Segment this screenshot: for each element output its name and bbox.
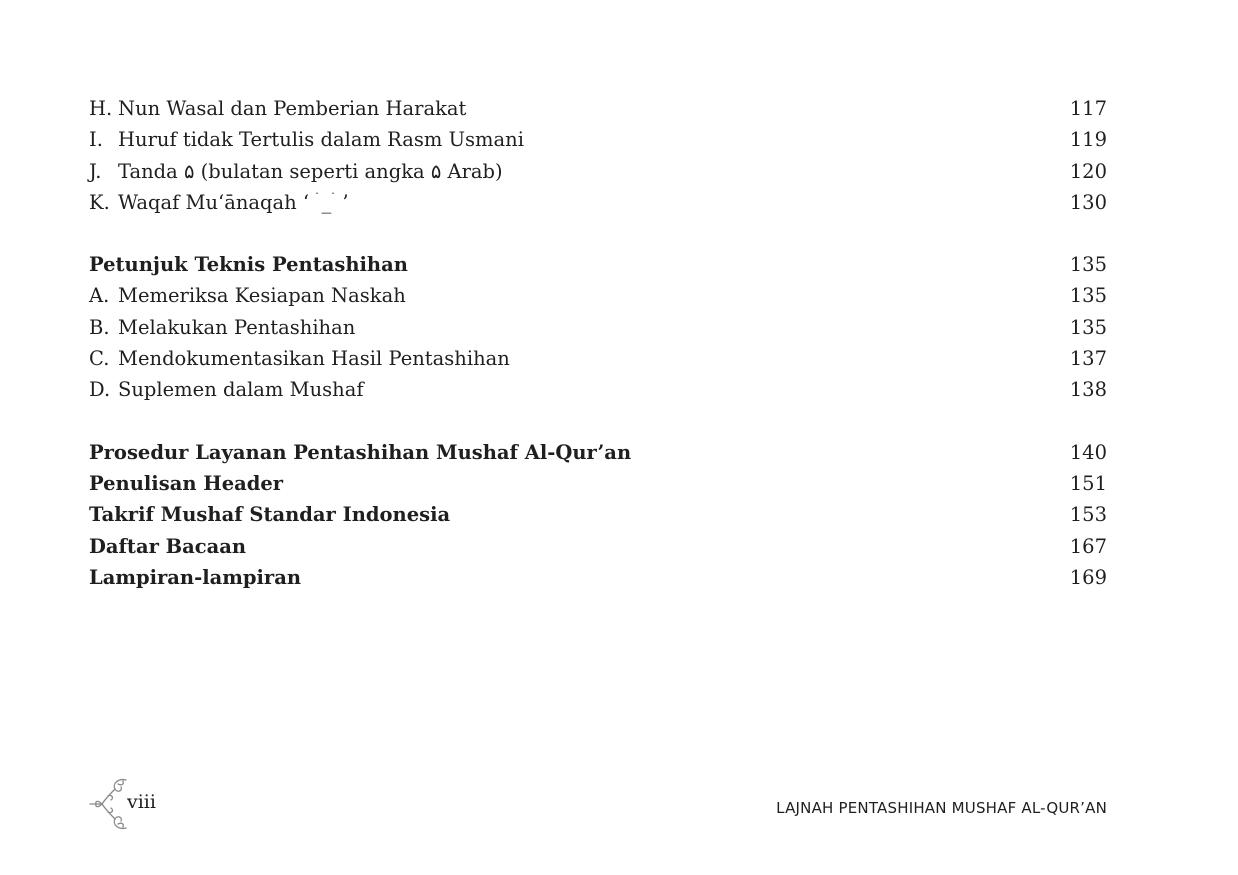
toc-entry-page: 151 xyxy=(1069,471,1107,495)
toc-entry-page: 135 xyxy=(1069,253,1107,277)
toc-entry-title: Suplemen dalam Mushaf xyxy=(118,378,364,402)
toc-entry-letter: A. xyxy=(89,284,110,308)
toc-section-penulisan-header[interactable] xyxy=(89,468,1107,499)
toc-entry-title: Tanda ۵ (bulatan seperti angka ۵ Arab) xyxy=(118,159,503,183)
running-title: LAJNAH PENTASHIHAN MUSHAF AL-QUR’AN xyxy=(776,799,1107,817)
toc-section-title: Daftar Bacaan xyxy=(89,534,247,558)
toc-section-daftar-bacaan[interactable] xyxy=(89,531,1107,562)
toc-entry-a[interactable] xyxy=(89,280,1107,311)
toc-entry-page: 137 xyxy=(1069,347,1107,371)
toc-section-petunjuk-teknis[interactable] xyxy=(89,249,1107,280)
toc-entry-page: 153 xyxy=(1069,503,1107,527)
toc-entry-b[interactable] xyxy=(89,312,1107,343)
toc-entry-letter: C. xyxy=(89,347,110,371)
toc-section-lampiran[interactable] xyxy=(89,562,1107,593)
toc-entry-letter: I. xyxy=(89,128,103,152)
toc-entry-page: 130 xyxy=(1069,190,1107,214)
toc-entry-title: Mendokumentasikan Hasil Pentashihan xyxy=(118,347,510,371)
toc-section-title: Takrif Mushaf Standar Indonesia xyxy=(89,503,451,527)
toc-entry-title: Nun Wasal dan Pemberian Harakat xyxy=(118,97,467,120)
toc-entry-letter: J. xyxy=(89,159,102,183)
toc-entry-c[interactable] xyxy=(89,343,1107,374)
toc-section-title: Penulisan Header xyxy=(89,471,284,495)
toc-entry-page: 120 xyxy=(1069,159,1107,183)
toc-entry-page: 167 xyxy=(1069,534,1107,558)
toc-entry-h[interactable] xyxy=(89,93,1107,124)
toc-section-title: Prosedur Layanan Pentashihan Mushaf Al-Qur’an xyxy=(89,440,632,464)
toc-entry-title: Memeriksa Kesiapan Naskah xyxy=(118,284,406,308)
toc-entry-page: 140 xyxy=(1069,440,1107,464)
toc-entry-letter: D. xyxy=(89,378,111,402)
floral-ornament-icon xyxy=(88,776,130,832)
toc-section-prosedur-layanan[interactable] xyxy=(89,437,1107,468)
toc-section-takrif-mushaf[interactable] xyxy=(89,499,1107,530)
toc-entry-i[interactable] xyxy=(89,124,1107,155)
toc-entry-letter: B. xyxy=(89,315,110,339)
toc-entry-title: Melakukan Pentashihan xyxy=(118,315,356,339)
toc-entry-letter: K. xyxy=(89,190,110,214)
toc-entry-page: 119 xyxy=(1069,128,1107,152)
toc-section-title: Lampiran-lampiran xyxy=(89,565,302,589)
toc-section-title: Petunjuk Teknis Pentashihan xyxy=(89,253,408,277)
toc-entry-letter: H. xyxy=(89,97,113,120)
toc-entry-page: 169 xyxy=(1069,565,1107,589)
toc-entry-title: Huruf tidak Tertulis dalam Rasm Usmani xyxy=(118,128,524,152)
toc-entry-title: Waqaf Mu‘ānaqah ‘ ۛ _ ۛ ’ xyxy=(118,190,349,214)
page-number: viii xyxy=(127,791,156,813)
page-footer-left xyxy=(88,776,156,832)
toc-entry-d[interactable] xyxy=(89,374,1107,405)
toc-entry-j[interactable] xyxy=(89,156,1107,187)
toc-entry-page: 135 xyxy=(1069,315,1107,339)
toc-entry-page: 117 xyxy=(1069,97,1107,120)
toc-entry-page: 138 xyxy=(1069,378,1107,402)
toc-entry-k[interactable] xyxy=(89,187,1107,218)
toc-entry-page: 135 xyxy=(1069,284,1107,308)
table-of-contents xyxy=(89,93,1107,593)
